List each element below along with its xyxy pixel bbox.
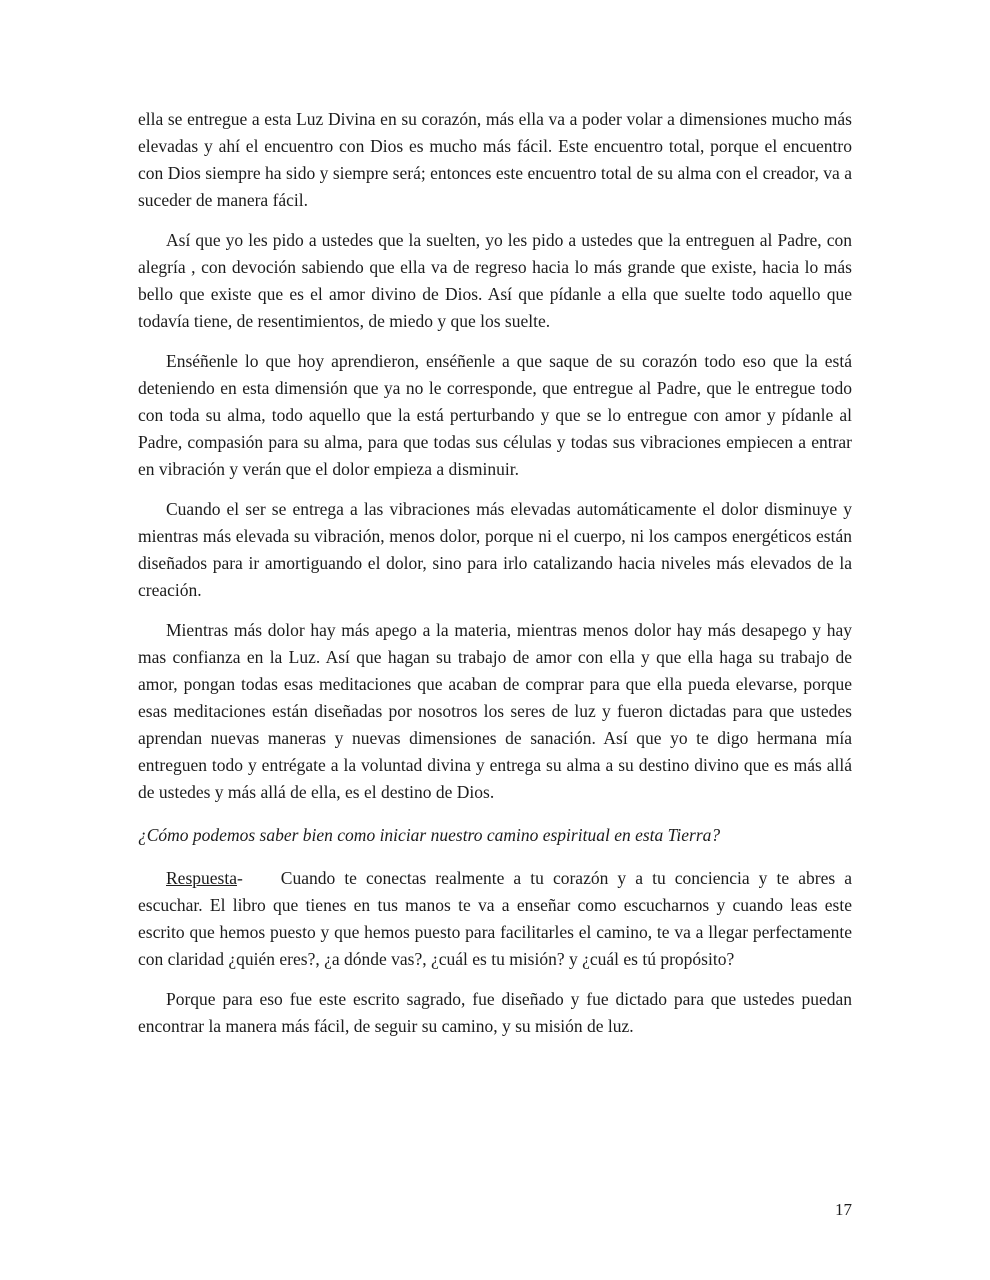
body-paragraph: Mientras más dolor hay más apego a la materia, mientras menos dolor hay más desapego y hay mas confianza en la Luz. Así que hagan su trabajo de amor con ella y que ella haga su trabajo de amor, pongan todas esas meditaciones que acaban de comprar para que ella pueda elevarse, porque esas meditaciones están diseñadas por nosotros los seres de luz y fueron dictadas para que ustedes aprendan nuevas maneras y nuevas dimensiones de sanación. Así que yo te digo hermana mía entreguen todo y entrégate a la voluntad divina y entrega su alma a su destino divino que es más allá de ustedes y más allá de ella, es el destino de Dios. xyxy=(138,620,852,802)
closing-paragraph: Porque para eso fue este escrito sagrado, fue diseñado y fue dictado para que ustedes puedan encontrar la manera más fácil, de seguir su camino, y su misión de luz. xyxy=(138,989,852,1036)
answer-paragraph xyxy=(138,865,852,973)
page-footer xyxy=(138,1196,852,1223)
answer-text: Cuando te conectas realmente a tu corazón y a tu conciencia y te abres a escuchar. El libro que tienes en tus manos te va a enseñar como escucharnos y cuando leas este escrito que hemos puesto y que hemos puesto para facilitarles el camino, te va a llegar perfectamente con claridad ¿quién eres?, ¿a dónde vas?, ¿cuál es tu misión? y ¿cuál es tú propósito? xyxy=(138,868,852,969)
body-paragraph: Así que yo les pido a ustedes que la suelten, yo les pido a ustedes que la entreguen al Padre, con alegría , con devoción sabiendo que ella va de regreso hacia lo más grande que existe, hacia lo más bello que existe que es el amor divino de Dios. Así que pídanle a ella que suelte todo aquello que todavía tiene, de resentimientos, de miedo y que los suelte. xyxy=(138,230,852,331)
page-content xyxy=(138,106,852,1053)
body-paragraph: ella se entregue a esta Luz Divina en su corazón, más ella va a poder volar a dimensiones mucho más elevadas y ahí el encuentro con Dios es mucho más fácil. Este encuentro total, porque el encuentro con Dios siempre ha sido y siempre será; entonces este encuentro total de su alma con el creador, va a suceder de manera fácil. xyxy=(138,109,852,210)
answer-dash: - xyxy=(236,868,243,888)
body-paragraph: Enséñenle lo que hoy aprendieron, enséñenle a que saque de su corazón todo eso que la está deteniendo en esta dimensión que ya no le corresponde, que entregue al Padre, que le entregue todo con toda su alma, todo aquello que la está perturbando y que se lo entregue con amor y pídanle al Padre, compasión para su alma, para que todas sus células y todas sus vibraciones empiecen a entrar en vibración y verán que el dolor empieza a disminuir. xyxy=(138,351,852,479)
body-paragraph: Cuando el ser se entrega a las vibraciones más elevadas automáticamente el dolor disminuye y mientras más elevada su vibración, menos dolor, porque ni el cuerpo, ni los campos energéticos están diseñados para ir amortiguando el dolor, sino para irlo catalizando hacia niveles más elevados de la creación. xyxy=(138,499,852,600)
answer-label: Respuesta xyxy=(166,868,237,888)
page-number: 17 xyxy=(835,1200,852,1219)
question-paragraph: ¿Cómo podemos saber bien como iniciar nuestro camino espiritual en esta Tierra? xyxy=(138,825,721,845)
